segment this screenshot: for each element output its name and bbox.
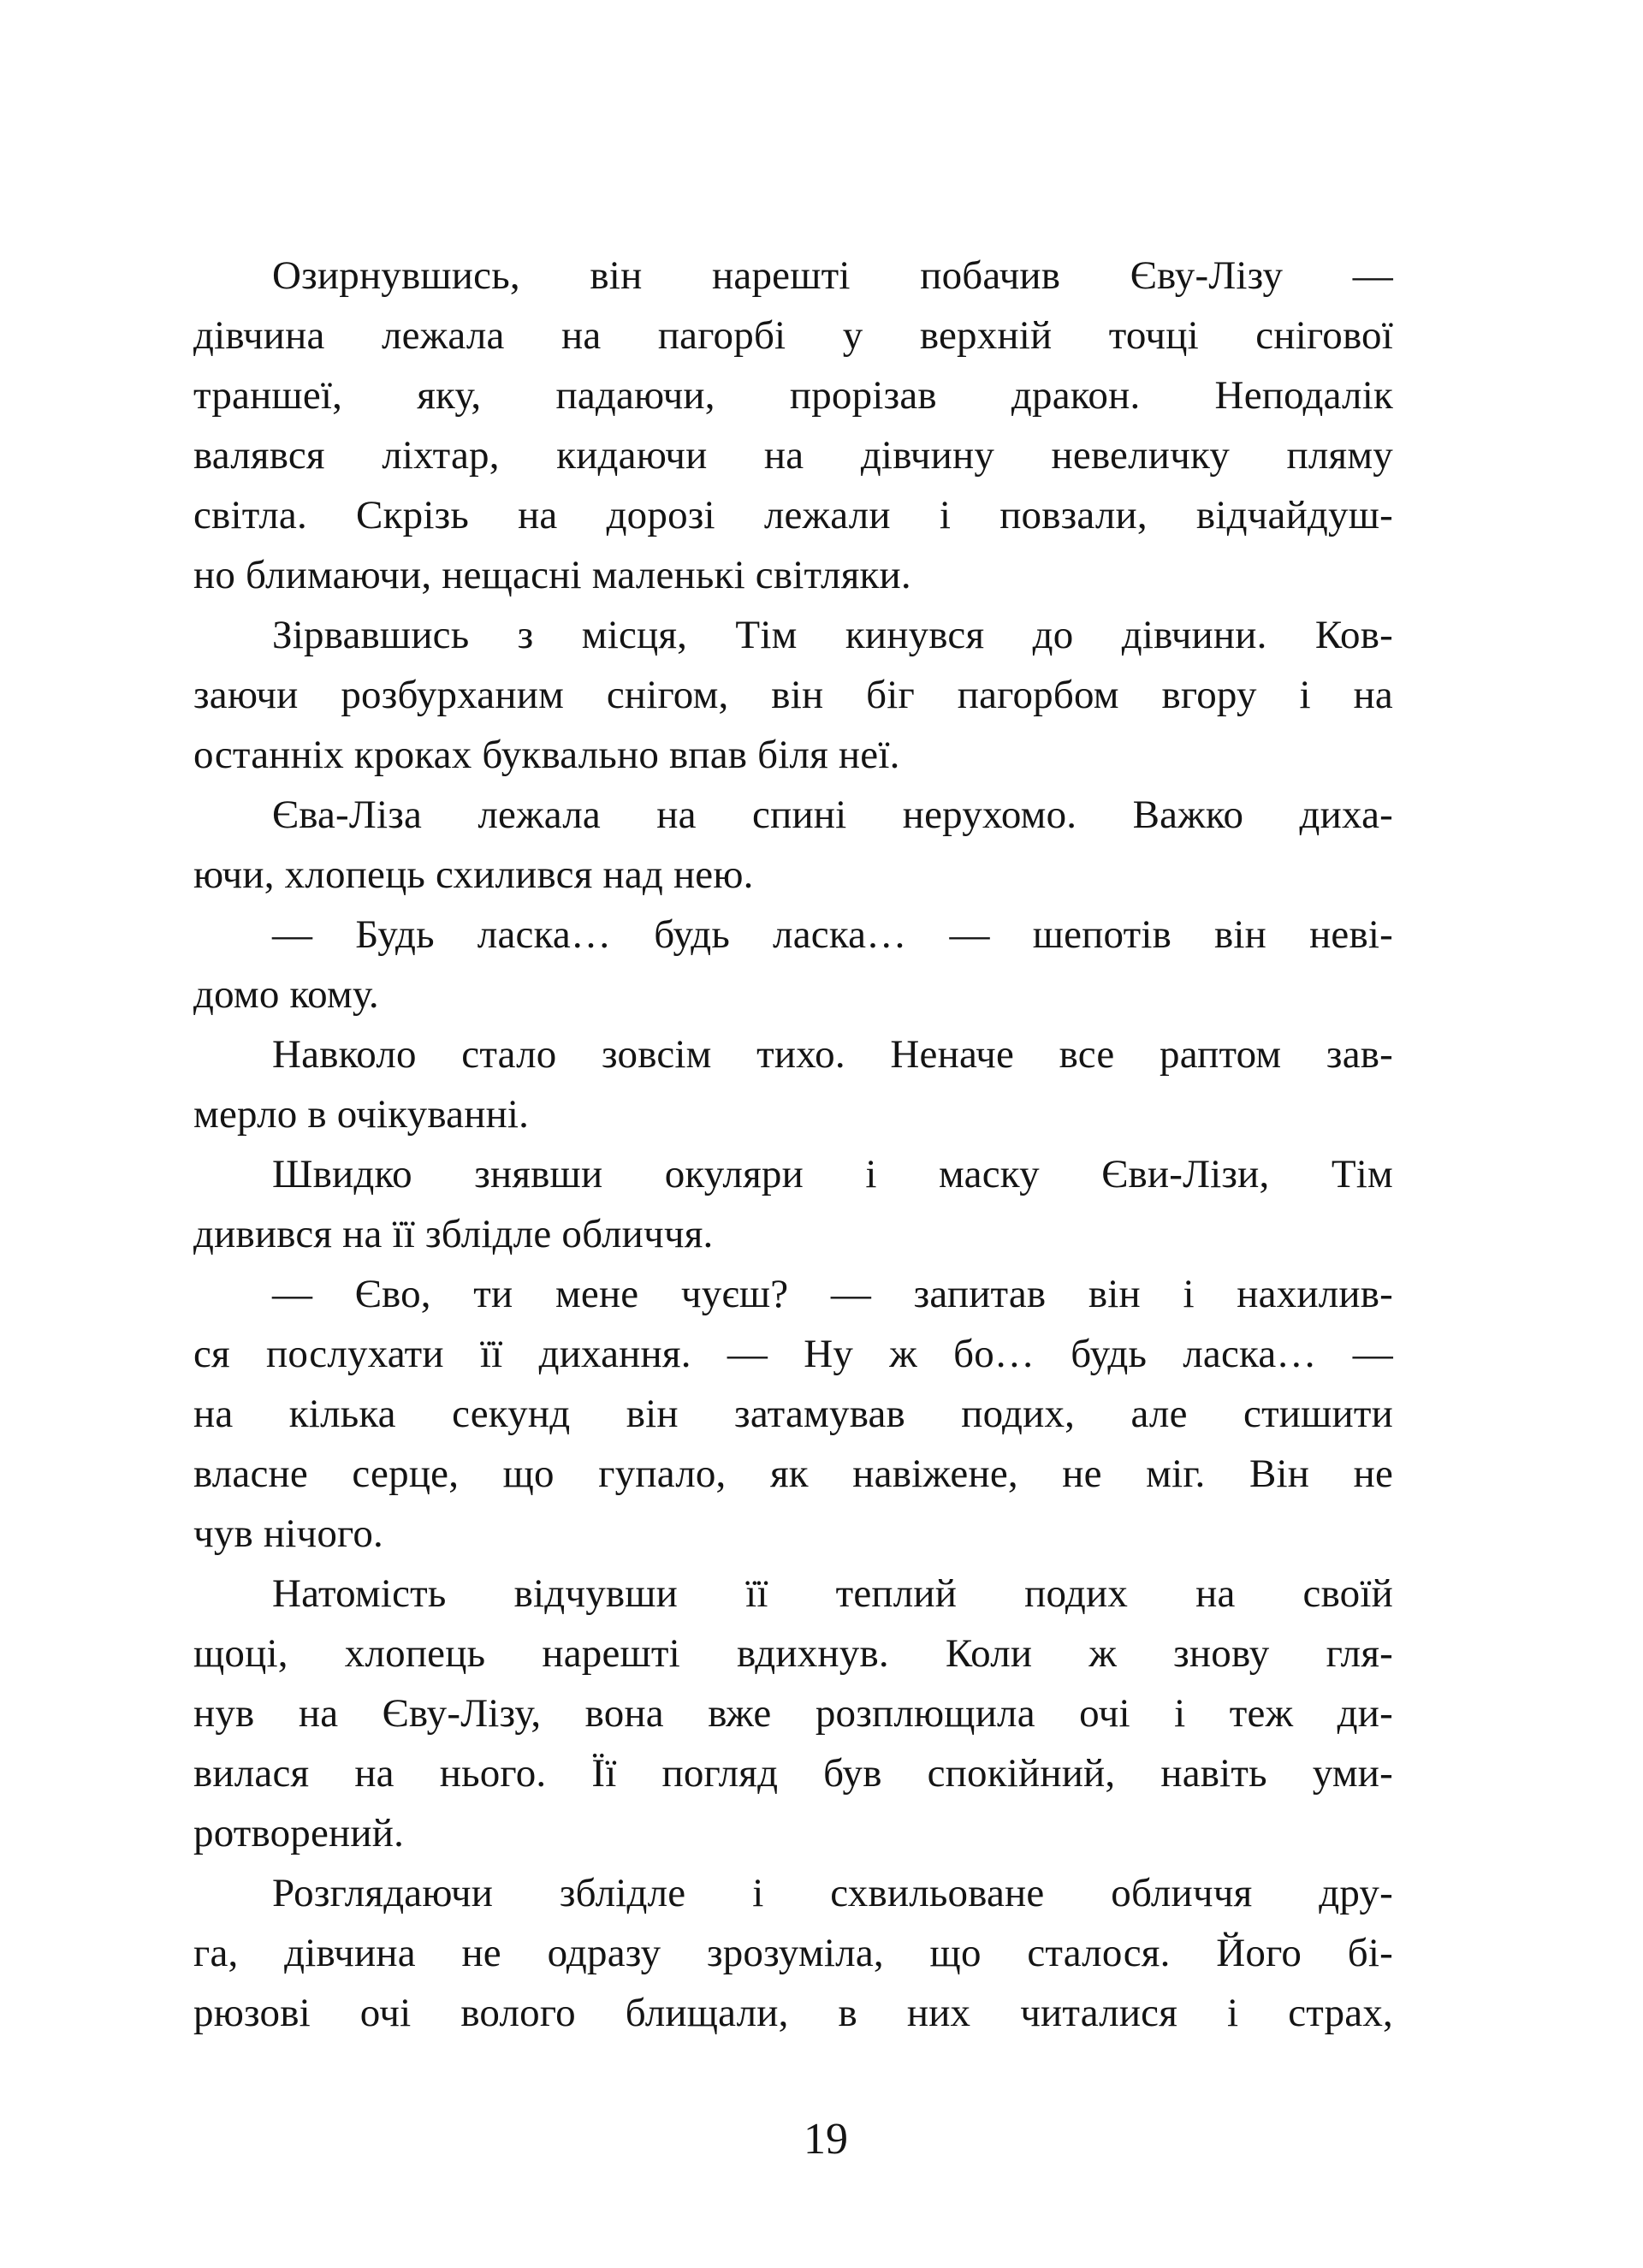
body-text	[193, 0, 1393, 2268]
text-line: дивився на її зблідле обличчя.	[193, 1212, 714, 1256]
text-line: нув на Єву-Лізу, вона вже розплющила очі і теж ди-	[193, 1691, 1393, 1736]
text-line: ючи, хлопець схилився над нею.	[193, 852, 754, 897]
text-line: заючи розбурханим снігом, він біг пагорбом вгору і на	[193, 673, 1393, 717]
text-line: ся послухати її дихання. — Ну ж бо… будь ласка… —	[193, 1332, 1393, 1376]
text-line: га, дівчина не одразу зрозуміла, що сталося. Його бі-	[193, 1931, 1393, 1975]
text-line: Озирнувшись, він нарешті побачив Єву-Лізу —	[272, 253, 1393, 298]
page-number: 19	[804, 2115, 848, 2164]
text-line: дівчина лежала на пагорбі у верхній точці снігової	[193, 313, 1393, 358]
text-line: Натомість відчувши її теплий подих на своїй	[272, 1571, 1393, 1616]
text-line: вилася на нього. Її погляд був спокійний, навіть уми-	[193, 1751, 1393, 1796]
text-line: рюзові очі волого блищали, в них читалися і страх,	[193, 1991, 1393, 2035]
text-line: Навколо стало зовсім тихо. Неначе все раптом зав-	[272, 1032, 1393, 1077]
text-line: власне серце, що гупало, як навіжене, не міг. Він не	[193, 1452, 1393, 1496]
text-line: Єва-Ліза лежала на спині нерухомо. Важко диха-	[272, 793, 1393, 837]
text-line: ротворений.	[193, 1811, 405, 1855]
text-line: валявся ліхтар, кидаючи на дівчину невеличку пляму	[193, 433, 1393, 478]
text-line: щоці, хлопець нарешті вдихнув. Коли ж знову гля-	[193, 1631, 1393, 1676]
text-line: Зірвавшись з місця, Тім кинувся до дівчини. Ков-	[272, 613, 1393, 657]
text-line: траншеї, яку, падаючи, прорізав дракон. Неподалік	[193, 373, 1393, 418]
text-line: — Єво, ти мене чуєш? — запитав він і нахилив-	[272, 1272, 1393, 1316]
text-line: мерло в очікуванні.	[193, 1092, 530, 1137]
text-line: Розглядаючи зблідле і схвильоване обличчя дру-	[272, 1871, 1393, 1915]
text-line: домо кому.	[193, 972, 379, 1017]
text-line: — Будь ласка… будь ласка… — шепотів він неві-	[272, 912, 1393, 957]
text-line: світла. Скрізь на дорозі лежали і повзали, відчайдуш-	[193, 493, 1393, 537]
text-line: но блимаючи, нещасні маленькі світляки.	[193, 553, 911, 597]
text-line: чув нічого.	[193, 1511, 383, 1556]
text-line: останніх кроках буквально впав біля неї.	[193, 733, 900, 777]
text-line: на кілька секунд він затамував подих, але стишити	[193, 1392, 1393, 1436]
text-line: Швидко знявши окуляри і маску Єви-Лізи, Тім	[272, 1152, 1393, 1196]
